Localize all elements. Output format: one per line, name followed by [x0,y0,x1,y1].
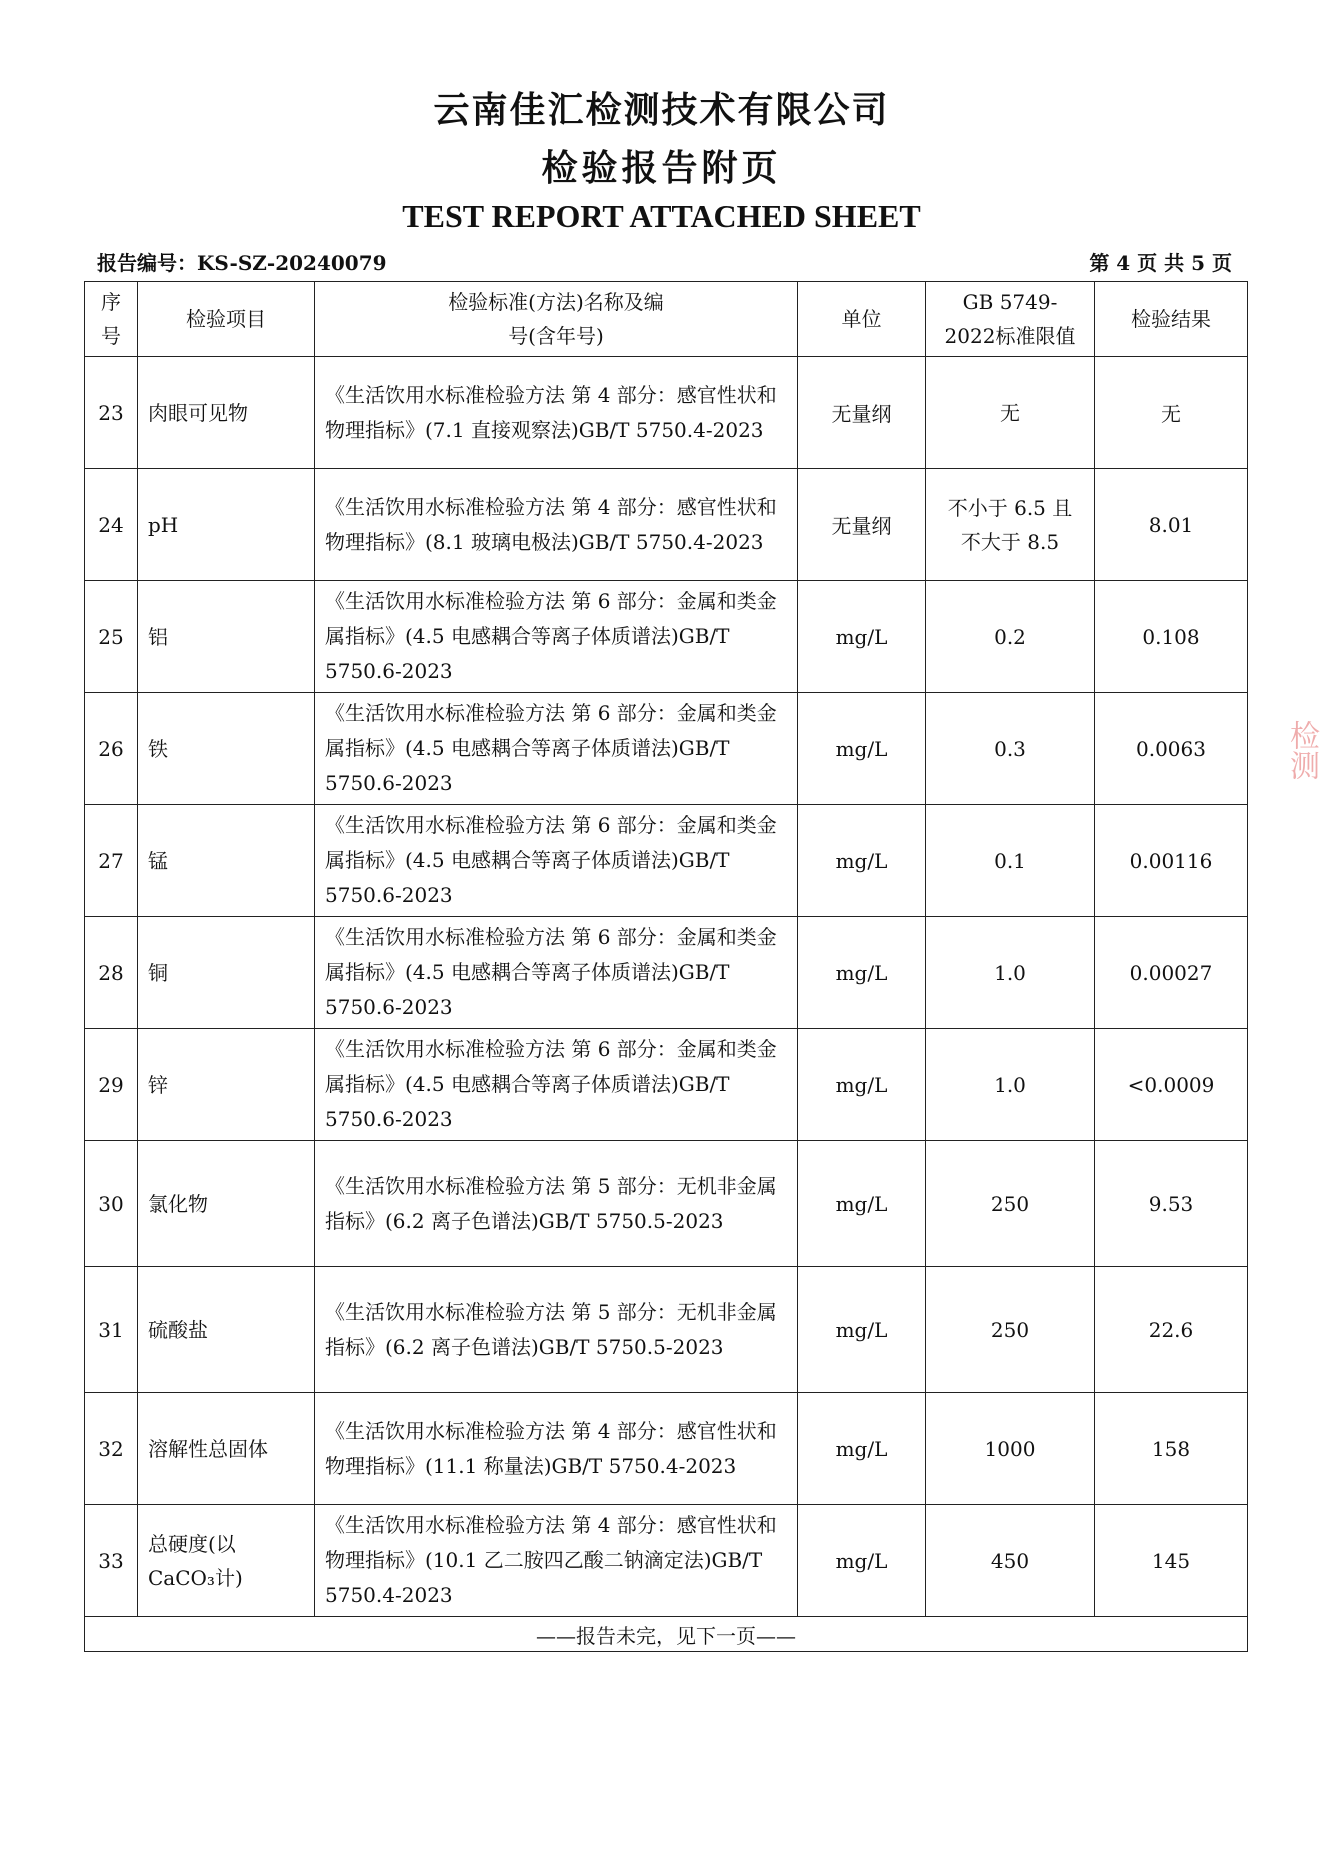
row-number: 26 [85,693,138,805]
page-indicator: 第 4 页 共 5 页 [1089,251,1232,275]
table-row [85,581,1248,693]
row-limit: 250 [926,1141,1095,1267]
row-number: 28 [85,917,138,1029]
row-unit: mg/L [798,1505,926,1617]
table-row [85,805,1248,917]
row-method: 《生活饮用水标准检验方法 第 6 部分：金属和类金属指标》(4.5 电感耦合等离子体质谱法)GB/T 5750.6-2023 [315,581,798,693]
row-method: 《生活饮用水标准检验方法 第 6 部分：金属和类金属指标》(4.5 电感耦合等离子体质谱法)GB/T 5750.6-2023 [315,693,798,805]
row-result: 0.00116 [1095,805,1248,917]
row-limit: 1.0 [926,917,1095,1029]
row-number: 27 [85,805,138,917]
row-number: 23 [85,357,138,469]
row-number: 31 [85,1267,138,1393]
row-limit: 250 [926,1267,1095,1393]
red-stamp-fragment: 检测 [1284,720,1319,780]
row-method: 《生活饮用水标准检验方法 第 6 部分：金属和类金属指标》(4.5 电感耦合等离子体质谱法)GB/T 5750.6-2023 [315,1029,798,1141]
row-item: 总硬度(以CaCO₃计) [138,1505,315,1617]
row-unit: mg/L [798,917,926,1029]
test-results-table [84,281,1248,1652]
row-unit: mg/L [798,693,926,805]
row-number: 32 [85,1393,138,1505]
row-number: 29 [85,1029,138,1141]
row-number: 30 [85,1141,138,1267]
row-result: 9.53 [1095,1141,1248,1267]
table-row [85,1141,1248,1267]
row-result: 0.00027 [1095,917,1248,1029]
row-result: 0.108 [1095,581,1248,693]
table-row [85,357,1248,469]
table-row [85,917,1248,1029]
header-item: 检验项目 [138,282,315,357]
report-title-en: TEST REPORT ATTACHED SHEET [402,198,921,234]
header-unit: 单位 [798,282,926,357]
row-unit: mg/L [798,1393,926,1505]
row-unit: 无量纲 [798,357,926,469]
row-unit: mg/L [798,805,926,917]
table-row [85,469,1248,581]
report-number: 报告编号：KS-SZ-20240079 [97,251,387,275]
row-item: 氯化物 [138,1141,315,1267]
row-item: 硫酸盐 [138,1267,315,1393]
row-unit: mg/L [798,1141,926,1267]
row-result: 158 [1095,1393,1248,1505]
row-result: 无 [1095,357,1248,469]
row-item: pH [138,469,315,581]
row-result: <0.0009 [1095,1029,1248,1141]
row-unit: mg/L [798,581,926,693]
table-row [85,693,1248,805]
report-title-cn: 检验报告附页 [541,148,782,189]
row-result: 8.01 [1095,469,1248,581]
company-name: 云南佳汇检测技术有限公司 [433,90,890,131]
row-method: 《生活饮用水标准检验方法 第 4 部分：感官性状和物理指标》(11.1 称量法)GB/T 5750.4-2023 [315,1393,798,1505]
row-limit: 1000 [926,1393,1095,1505]
header-limit: GB 5749-2022标准限值 [926,282,1095,357]
row-method: 《生活饮用水标准检验方法 第 6 部分：金属和类金属指标》(4.5 电感耦合等离子体质谱法)GB/T 5750.6-2023 [315,917,798,1029]
row-number: 24 [85,469,138,581]
header-result: 检验结果 [1095,282,1248,357]
header-seq: 序号 [85,282,138,357]
header-method: 检验标准(方法)名称及编号(含年号) [315,282,798,357]
row-method: 《生活饮用水标准检验方法 第 5 部分：无机非金属指标》(6.2 离子色谱法)GB/T 5750.5-2023 [315,1141,798,1267]
table-row [85,1505,1248,1617]
row-method: 《生活饮用水标准检验方法 第 4 部分：感官性状和物理指标》(8.1 玻璃电极法)GB/T 5750.4-2023 [315,469,798,581]
table-footer-row [85,1617,1248,1652]
row-number: 33 [85,1505,138,1617]
row-item: 铝 [138,581,315,693]
row-unit: mg/L [798,1267,926,1393]
row-limit: 0.1 [926,805,1095,917]
row-limit: 450 [926,1505,1095,1617]
row-item: 锌 [138,1029,315,1141]
row-limit: 无 [926,357,1095,469]
row-result: 145 [1095,1505,1248,1617]
row-item: 溶解性总固体 [138,1393,315,1505]
table-body [85,357,1248,1617]
row-unit: mg/L [798,1029,926,1141]
table-row [85,1267,1248,1393]
row-method: 《生活饮用水标准检验方法 第 4 部分：感官性状和物理指标》(10.1 乙二胺四乙酸二钠滴定法)GB/T 5750.4-2023 [315,1505,798,1617]
table-header-row [85,282,1248,357]
table-row [85,1393,1248,1505]
row-item: 铜 [138,917,315,1029]
row-method: 《生活饮用水标准检验方法 第 6 部分：金属和类金属指标》(4.5 电感耦合等离子体质谱法)GB/T 5750.6-2023 [315,805,798,917]
row-number: 25 [85,581,138,693]
continuation-note: ——报告未完，见下一页—— [85,1617,1248,1652]
row-item: 铁 [138,693,315,805]
row-limit: 0.3 [926,693,1095,805]
row-item: 肉眼可见物 [138,357,315,469]
row-method: 《生活饮用水标准检验方法 第 5 部分：无机非金属指标》(6.2 离子色谱法)GB/T 5750.5-2023 [315,1267,798,1393]
row-result: 22.6 [1095,1267,1248,1393]
row-limit: 1.0 [926,1029,1095,1141]
row-method: 《生活饮用水标准检验方法 第 4 部分：感官性状和物理指标》(7.1 直接观察法)GB/T 5750.4-2023 [315,357,798,469]
row-item: 锰 [138,805,315,917]
row-unit: 无量纲 [798,469,926,581]
row-limit: 0.2 [926,581,1095,693]
row-result: 0.0063 [1095,693,1248,805]
table-row [85,1029,1248,1141]
row-limit: 不小于 6.5 且不大于 8.5 [926,469,1095,581]
